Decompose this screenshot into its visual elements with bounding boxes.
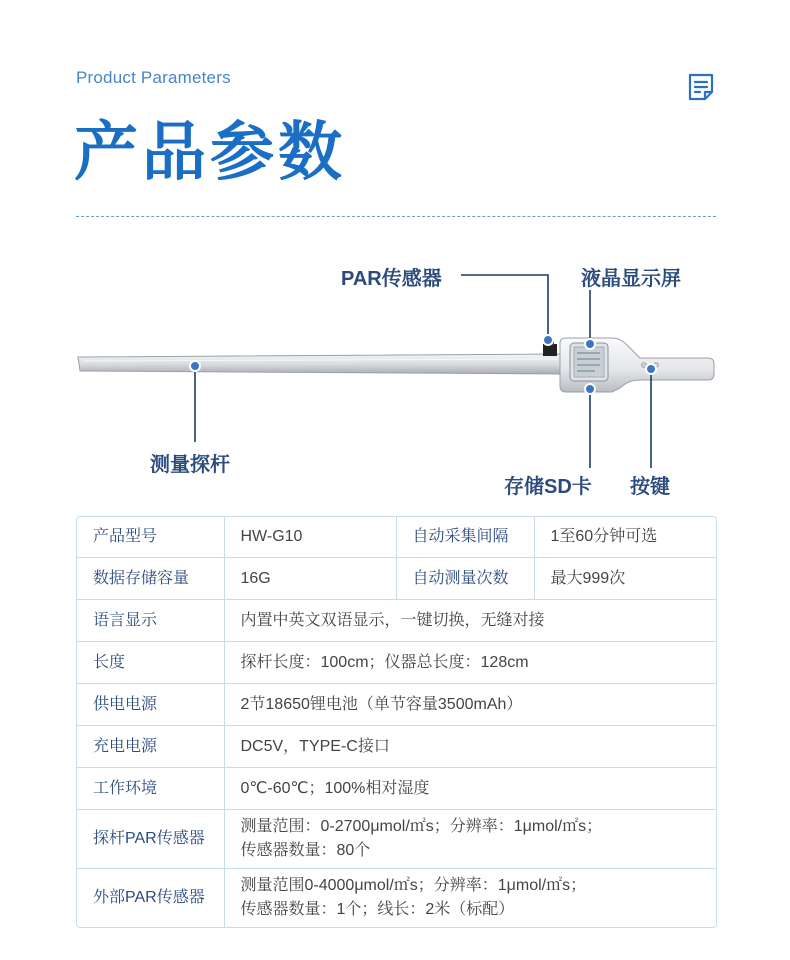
table-row (77, 726, 716, 768)
row-label: 产品型号 (77, 517, 224, 558)
row-value: 最大999次 (534, 558, 716, 600)
row-value: 探杆长度：100cm；仪器总长度：128cm (224, 642, 716, 684)
parameters-table (76, 516, 717, 928)
row-value: 1至60分钟可选 (534, 517, 716, 558)
row-value: 16G (224, 558, 396, 600)
table-row (77, 684, 716, 726)
row-value (224, 869, 716, 928)
row-value-line: 测量范围0-4000μmol/㎡s；分辨率：1μmol/㎡s； (240, 877, 587, 894)
row-value-line: 传感器数量：80个 (240, 842, 371, 859)
callout-lcd: 液晶显示屏 (581, 268, 681, 290)
table-row (77, 768, 716, 810)
row-value (224, 810, 716, 869)
page-title: 产品参数 (74, 116, 346, 188)
row-label: 探杆PAR传感器 (77, 810, 224, 869)
marker-lcd (585, 339, 595, 349)
marker-sd-card (585, 384, 595, 394)
table-row (77, 517, 716, 558)
row-value: DC5V，TYPE-C接口 (224, 726, 716, 768)
table-row (77, 642, 716, 684)
row-value: 2节18650锂电池（单节容量3500mAh） (224, 684, 716, 726)
document-icon[interactable] (686, 72, 716, 102)
subtitle: Product Parameters (76, 68, 231, 87)
row-value: 内置中英文双语显示，一键切换，无缝对接 (224, 600, 716, 642)
row-label: 充电电源 (77, 726, 224, 768)
callout-button: 按键 (630, 476, 670, 498)
marker-probe (190, 361, 200, 371)
callout-sd-card: 存储SD卡 (504, 476, 592, 498)
row-label: 长度 (77, 642, 224, 684)
marker-par-sensor (543, 335, 553, 345)
marker-button (646, 364, 656, 374)
row-label: 外部PAR传感器 (77, 869, 224, 928)
dashed-divider (76, 216, 716, 217)
row-value: 0℃-60℃；100%相对湿度 (224, 768, 716, 810)
row-value-line: 测量范围：0-2700μmol/㎡s；分辨率：1μmol/㎡s； (240, 818, 603, 835)
row-label: 自动采集间隔 (396, 517, 534, 558)
callout-par-sensor: PAR传感器 (341, 268, 442, 290)
callout-probe: 测量探杆 (150, 454, 230, 476)
row-label: 数据存储容量 (77, 558, 224, 600)
row-label: 自动测量次数 (396, 558, 534, 600)
device-diagram (0, 240, 790, 510)
instrument-body (560, 338, 714, 392)
table-row (77, 558, 716, 600)
table-row (77, 810, 716, 869)
row-value-line: 传感器数量：1个；线长：2米（标配） (240, 901, 515, 918)
table-row (77, 600, 716, 642)
row-label: 供电电源 (77, 684, 224, 726)
table-row (77, 869, 716, 928)
row-value: HW-G10 (224, 517, 396, 558)
probe-rod (78, 354, 560, 374)
row-label: 语言显示 (77, 600, 224, 642)
row-label: 工作环境 (77, 768, 224, 810)
